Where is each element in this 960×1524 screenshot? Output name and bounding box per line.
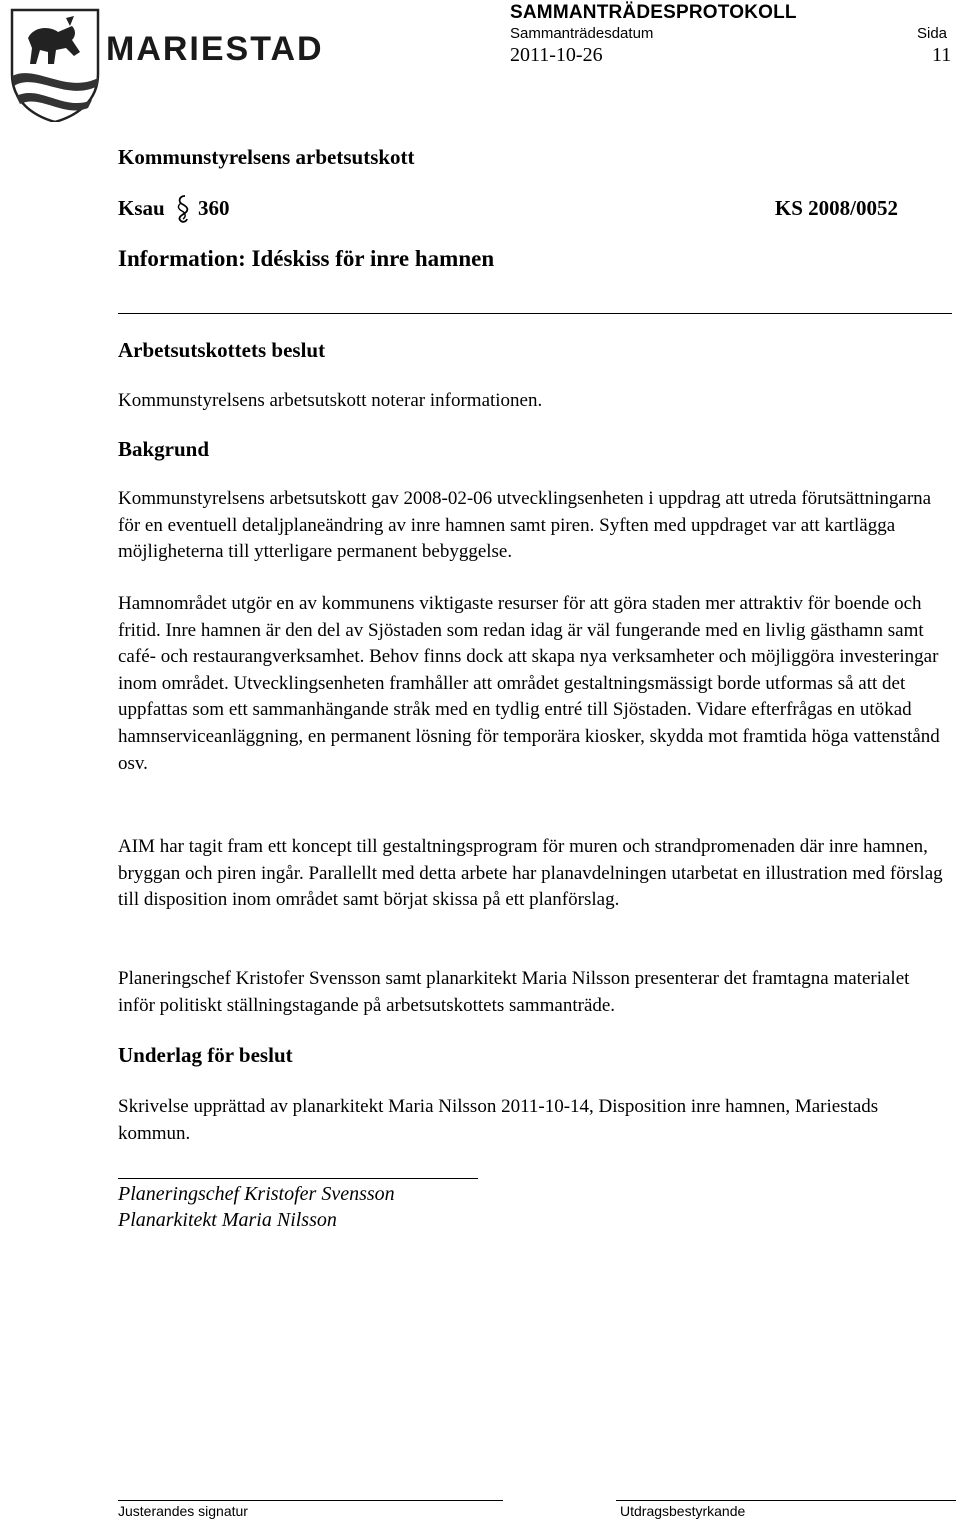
page-number: 11 — [932, 44, 952, 66]
background-paragraph: AIM har tagit fram ett koncept till gestaltningsprogram för muren och strandpromenaden där inre hamnen, bryggan och piren ingår. Parallellt med detta arbete har planavdelningen utarbetat en illustration med förslag till disposition inom området samt börjat skissa på ett planförslag. — [118, 836, 943, 911]
footer-certification-line — [616, 1500, 956, 1501]
diary-reference: KS 2008/0052 — [774, 196, 898, 220]
footer-signature-line — [118, 1500, 503, 1501]
background-heading: Bakgrund — [118, 437, 210, 461]
recipients-divider — [118, 1178, 478, 1179]
recipient: Planarkitekt Maria Nilsson — [118, 1209, 337, 1231]
title-divider — [118, 313, 952, 314]
footer-signature-label: Justerandes signatur — [118, 1503, 248, 1519]
meeting-date-label: Sammanträdesdatum — [510, 25, 654, 42]
meeting-date-value: 2011-10-26 — [510, 44, 603, 66]
background-paragraph: Planeringschef Kristofer Svensson samt planarkitekt Maria Nilsson presenterar det framtagna materialet inför politiskt ställningstagande på arbetsutskottets sammanträde. — [118, 968, 910, 1016]
ksau-number: 360 — [198, 196, 230, 220]
page-label: Sida — [917, 25, 948, 42]
document-type-title: SAMMANTRÄDESPROTOKOLL — [510, 2, 797, 23]
background-paragraph: Hamnområdet utgör en av kommunens viktigaste resurser för att göra staden mer attraktiv för boende och fritid. Inre hamnen är den del av Sjöstaden som redan idag är väl fungerande med en livlig gästhamn samt café- och restaurangverksamhet. Behov finns dock att skapa nya verksamheter och möjliggöra investeringar inom området. Utvecklingsenheten framhåller att området gestaltningsmässigt borde utformas så att det uppfattas som ett sammanhängande stråk med en tydlig entré till Sjöstaden. Vidare efterfrågas en utökad hamnserviceanläggning, en permanent lösning för temporära kiosker, skydda mot framtida höga vattenstånd osv. — [118, 593, 940, 774]
basis-text: Skrivelse upprättad av planarkitekt Maria Nilsson 2011-10-14, Disposition inre hamnen, Mariestads kommun. — [118, 1096, 879, 1144]
logo-wordmark: MARIESTAD — [106, 30, 324, 68]
ksau-label: Ksau — [118, 196, 165, 220]
decision-heading: Arbetsutskottets beslut — [118, 338, 326, 362]
background-paragraph: Kommunstyrelsens arbetsutskott gav 2008-02-06 utvecklingsenheten i uppdrag att utreda förutsättningarna för en eventuell detaljplaneändring av inre hamnen samt piren. Syften med uppdraget var att kartlägga möjligheterna till ytterligare permanent bebyggelse. — [118, 488, 932, 563]
case-reference-row — [118, 196, 898, 224]
basis-heading: Underlag för beslut — [118, 1043, 293, 1067]
section-sign-icon — [174, 194, 192, 228]
footer-certification-label: Utdragsbestyrkande — [620, 1503, 746, 1519]
agenda-item-title: Information: Idéskiss för inre hamnen — [118, 246, 495, 271]
decision-text: Kommunstyrelsens arbetsutskott noterar informationen. — [118, 390, 543, 411]
committee-name: Kommunstyrelsens arbetsutskott — [118, 145, 415, 169]
recipient: Planeringschef Kristofer Svensson — [118, 1183, 395, 1205]
